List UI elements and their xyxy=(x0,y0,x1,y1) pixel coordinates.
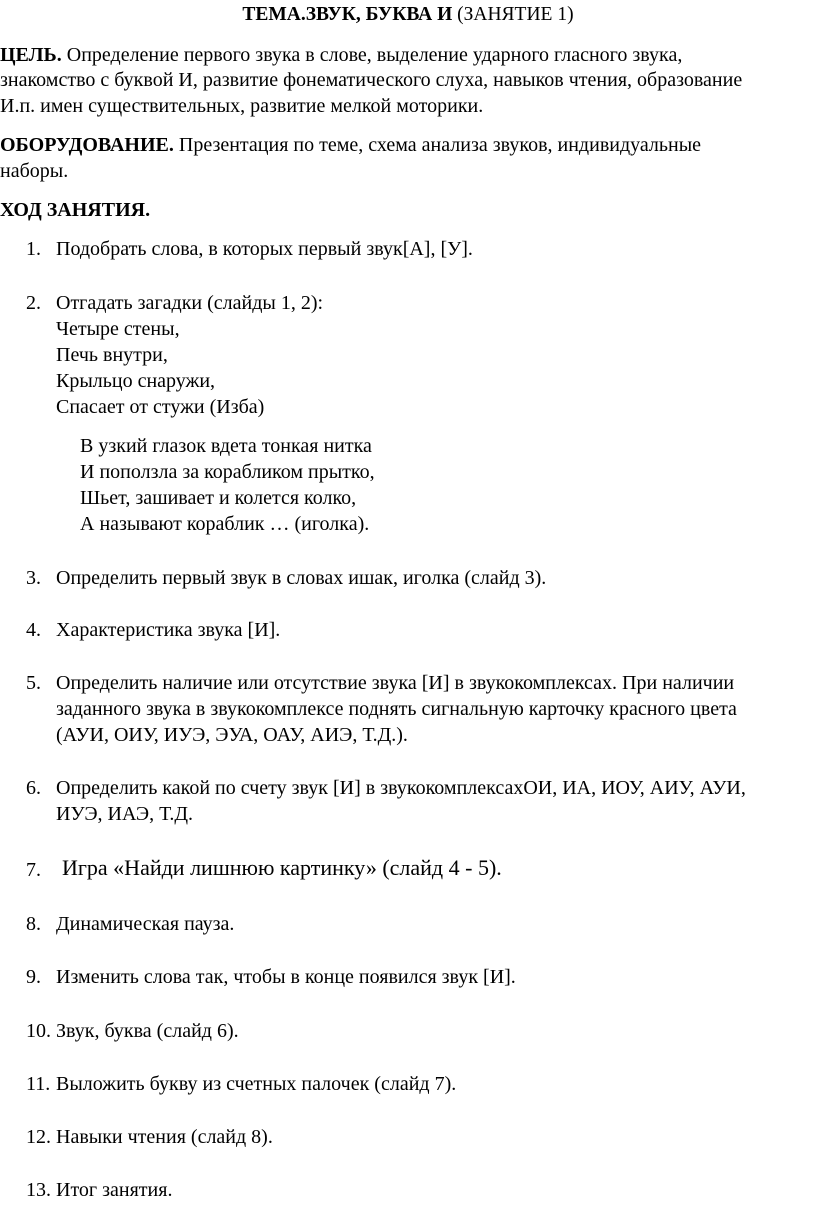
riddle-line: Шьет, зашивает и колется колко, xyxy=(80,487,357,509)
item-text: Определить какой по счету звук [И] в звукокомплексахОИ, ИА, ИОУ, АИУ, АУИ, xyxy=(56,777,746,799)
goal-label: ЦЕЛЬ. xyxy=(0,44,62,66)
equipment-line-2: наборы. xyxy=(0,160,69,182)
item-text: заданного звука в звукокомплексе поднять сигнальную карточку красного цвета xyxy=(56,698,737,720)
item-text: Подобрать слова, в которых первый звук[А], [У]. xyxy=(56,238,473,260)
item-text: Навыки чтения (слайд 8). xyxy=(56,1126,273,1148)
equipment-label: ОБОРУДОВАНИЕ. xyxy=(0,134,174,156)
item-number: 11. xyxy=(26,1073,51,1095)
goal-line-1 xyxy=(0,42,682,68)
equipment-text-1: Презентация по теме, схема анализа звуков, индивидуальные xyxy=(173,134,702,156)
item-number: 7. xyxy=(26,859,41,881)
item-text: ИУЭ, ИАЭ, Т.Д. xyxy=(56,803,193,825)
item-number: 9. xyxy=(26,966,41,988)
item-text: Изменить слова так, чтобы в конце появился звук [И]. xyxy=(56,966,516,988)
title-rest: (ЗАНЯТИЕ 1) xyxy=(452,4,574,25)
riddle-line: Печь внутри, xyxy=(56,344,168,366)
item-number: 3. xyxy=(26,567,41,589)
item-text: Определить наличие или отсутствие звука [И] в звукокомплексах. При наличии xyxy=(56,672,735,694)
item-number: 12. xyxy=(26,1126,51,1148)
item-text: Итог занятия. xyxy=(56,1179,173,1201)
riddle-line: Крыльцо снаружи, xyxy=(56,370,216,392)
item-number: 13. xyxy=(26,1179,51,1201)
item-number: 5. xyxy=(26,672,41,694)
item-text: Отгадать загадки (слайды 1, 2): xyxy=(56,292,324,314)
item-number: 10. xyxy=(26,1020,51,1042)
goal-line-3: И.п. имен существительных, развитие мелкой моторики. xyxy=(0,95,484,117)
item-text: Звук, буква (слайд 6). xyxy=(56,1020,239,1042)
item-number: 4. xyxy=(26,619,41,641)
item-text: Выложить букву из счетных палочек (слайд 7). xyxy=(56,1073,457,1095)
riddle-line: В узкий глазок вдета тонкая нитка xyxy=(80,435,372,457)
title-bold: ТЕМА.ЗВУК, БУКВА И xyxy=(242,4,453,25)
item-text: Игра «Найди лишнюю картинку» (слайд 4 - 5). xyxy=(62,855,502,880)
riddle-line: И поползла за корабликом прытко, xyxy=(80,461,375,483)
item-number: 1. xyxy=(26,238,41,260)
page-title xyxy=(0,2,816,28)
goal-line-2: знакомство с буквой И, развитие фонематического слуха, навыков чтения, образование xyxy=(0,69,743,91)
procedure-heading xyxy=(0,197,150,223)
riddle-line: А называют кораблик … (иголка). xyxy=(80,513,370,535)
item-text: Определить первый звук в словах ишак, иголка (слайд 3). xyxy=(56,567,547,589)
item-text: (АУИ, ОИУ, ИУЭ, ЭУА, ОАУ, АИЭ, Т.Д.). xyxy=(56,724,408,746)
item-number: 2. xyxy=(26,292,41,314)
item-text: Динамическая пауза. xyxy=(56,913,235,935)
item-text: Характеристика звука [И]. xyxy=(56,619,281,641)
item-number: 8. xyxy=(26,913,41,935)
goal-text-1: Определение первого звука в слове, выделение ударного гласного звука, xyxy=(61,44,683,66)
riddle-line: Четыре стены, xyxy=(56,318,180,340)
item-number: 6. xyxy=(26,777,41,799)
procedure-heading-text: ХОД ЗАНЯТИЯ. xyxy=(0,199,151,221)
equipment-line-1 xyxy=(0,132,701,158)
riddle-line: Спасает от стужи (Изба) xyxy=(56,396,265,418)
